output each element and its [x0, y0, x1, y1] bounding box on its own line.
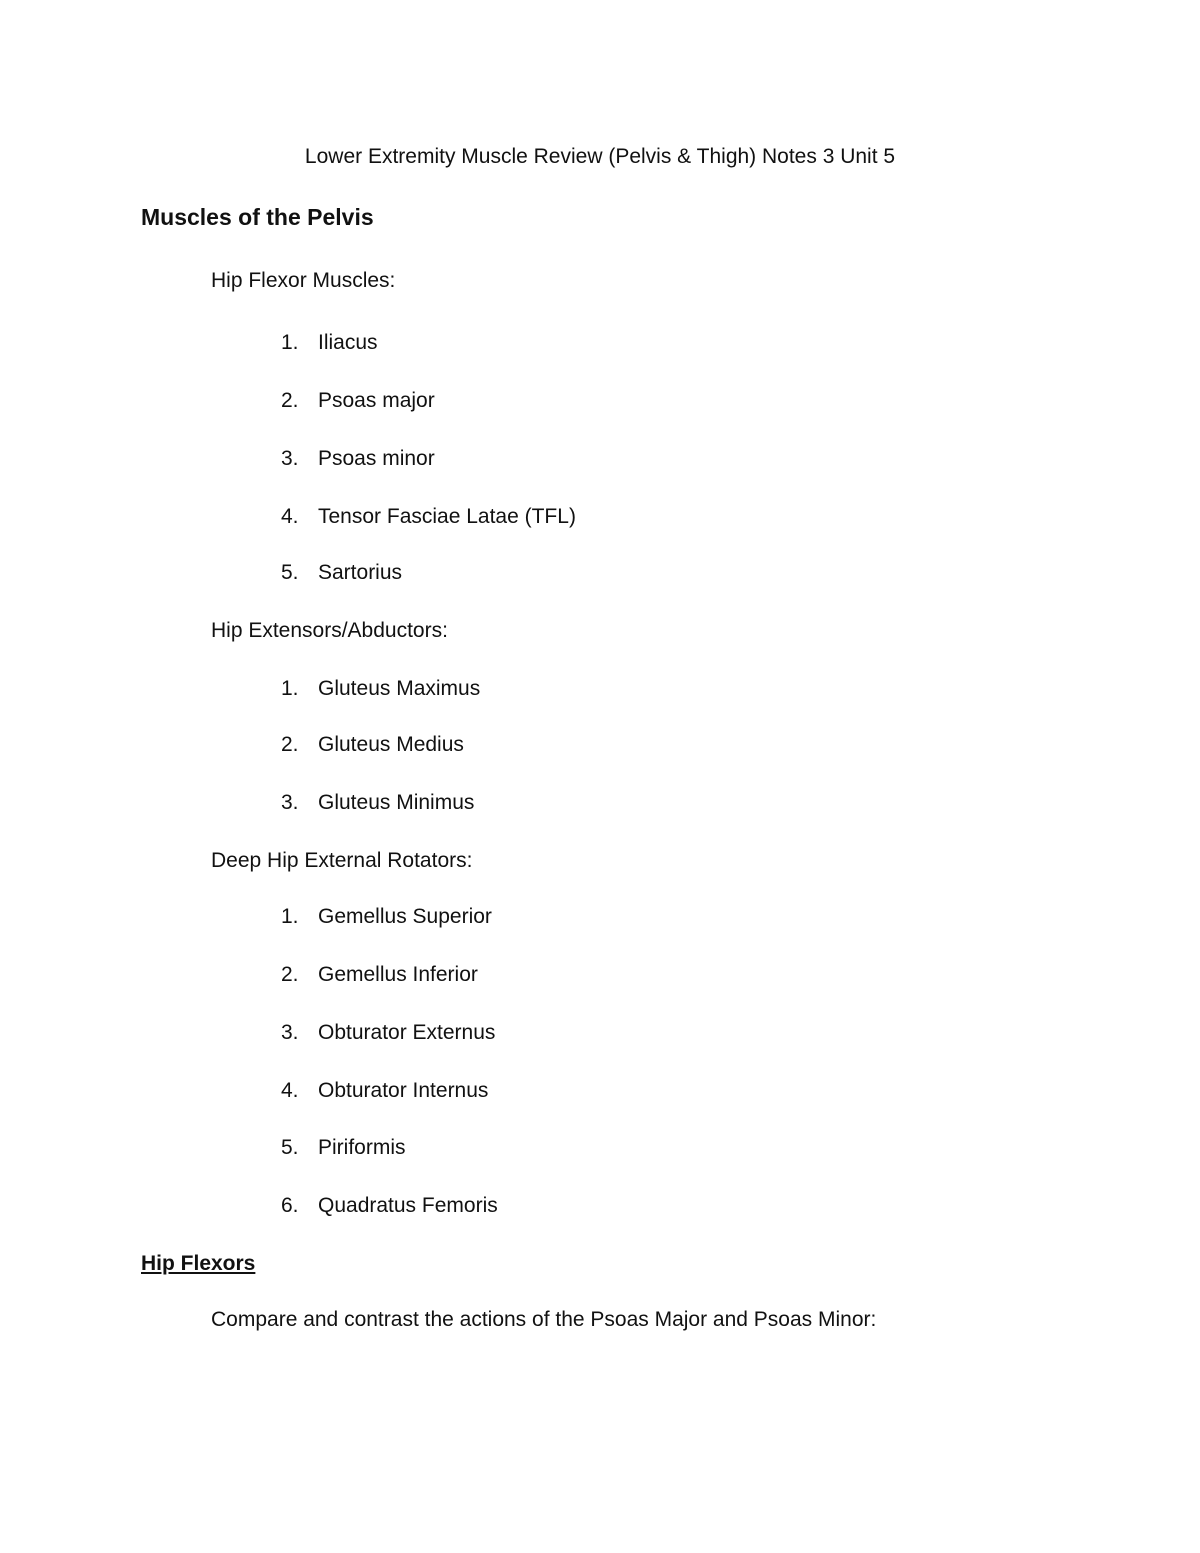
- list-item-number: 1.: [281, 677, 299, 700]
- list-item-number: 4.: [281, 505, 299, 528]
- list-item-number: 1.: [281, 331, 299, 354]
- document-title: Lower Extremity Muscle Review (Pelvis & Thigh) Notes 3 Unit 5: [304, 145, 896, 168]
- list-item: [281, 1077, 488, 1105]
- list-item-text: Gemellus Superior: [318, 905, 492, 928]
- section-heading-pelvis: Muscles of the Pelvis: [141, 204, 374, 230]
- list-item-number: 2.: [281, 963, 299, 986]
- list-item-text: Gluteus Maximus: [318, 677, 481, 700]
- list-item: [281, 789, 474, 817]
- list-item-number: 3.: [281, 1021, 299, 1044]
- list-item: [281, 961, 478, 989]
- list-item: [281, 675, 480, 703]
- section-title-hip-flexors: Hip Flexors: [141, 1252, 256, 1275]
- list-item: [281, 903, 492, 931]
- list-item-number: 5.: [281, 1136, 299, 1159]
- list-item-text: Quadratus Femoris: [318, 1194, 498, 1217]
- list-item-text: Obturator Internus: [318, 1079, 489, 1102]
- list-item-text: Gluteus Medius: [318, 733, 464, 756]
- list-item-text: Psoas minor: [318, 447, 435, 470]
- list-item: [281, 1019, 495, 1047]
- group-label-deep-hip-external-rotators: Deep Hip External Rotators:: [211, 849, 473, 872]
- list-item-text: Piriformis: [318, 1136, 406, 1159]
- group-label-hip-flexor-muscles: Hip Flexor Muscles:: [211, 269, 396, 292]
- list-item-number: 2.: [281, 733, 299, 756]
- list-item-number: 4.: [281, 1079, 299, 1102]
- list-item-text: Gluteus Minimus: [318, 791, 475, 814]
- list-item-text: Tensor Fasciae Latae (TFL): [318, 505, 576, 528]
- group-label-hip-extensors-abductors: Hip Extensors/Abductors:: [211, 619, 448, 642]
- list-item: [281, 387, 435, 415]
- list-item: [281, 445, 435, 473]
- list-item-number: 5.: [281, 561, 299, 584]
- list-item-text: Obturator Externus: [318, 1021, 496, 1044]
- list-item-number: 3.: [281, 791, 299, 814]
- list-item: [281, 731, 464, 759]
- list-item-number: 1.: [281, 905, 299, 928]
- list-item: [281, 503, 576, 531]
- list-item: [281, 1192, 498, 1220]
- list-item: [281, 329, 378, 357]
- list-item-text: Psoas major: [318, 389, 435, 412]
- list-item-number: 3.: [281, 447, 299, 470]
- list-item: [281, 1134, 406, 1162]
- list-item-number: 6.: [281, 1194, 299, 1217]
- list-item-text: Gemellus Inferior: [318, 963, 478, 986]
- list-item-number: 2.: [281, 389, 299, 412]
- list-item: [281, 559, 402, 587]
- list-item-text: Iliacus: [318, 331, 378, 354]
- question-text: Compare and contrast the actions of the Psoas Major and Psoas Minor:: [211, 1308, 877, 1331]
- list-item-text: Sartorius: [318, 561, 403, 584]
